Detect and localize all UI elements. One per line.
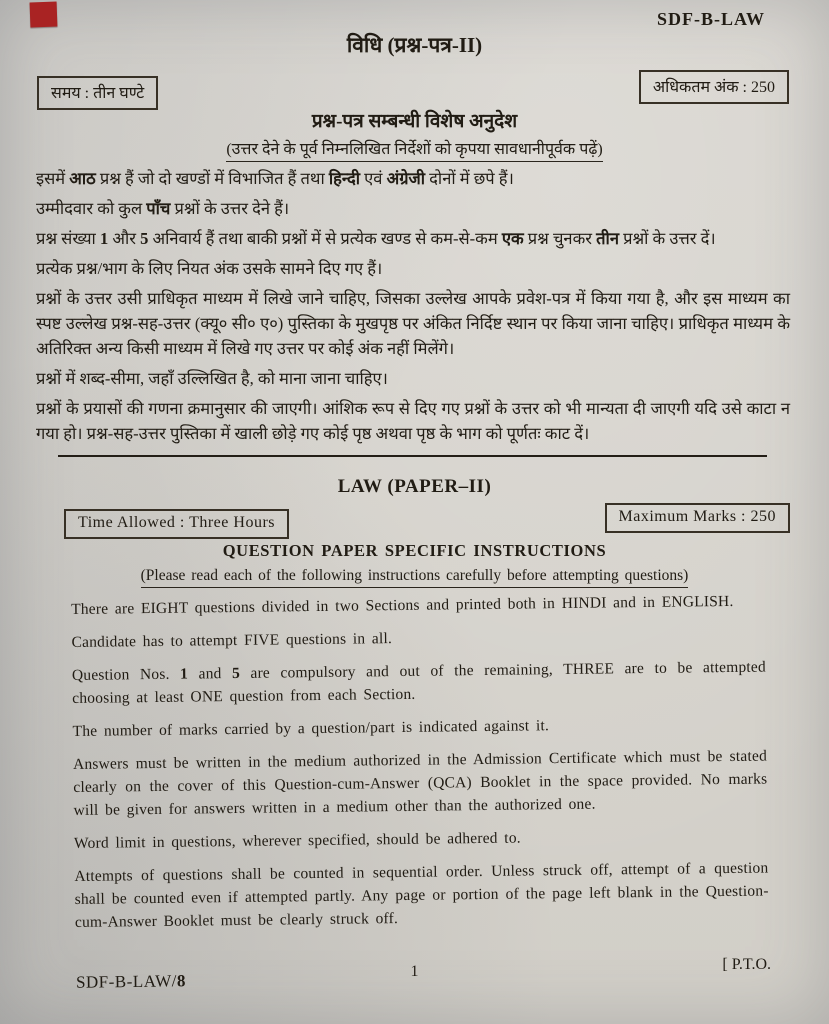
- english-instruction-2: Candidate has to attempt FIVE questions in all.: [71, 630, 393, 651]
- english-instruction-7: Attempts of questions shall be counted in sequential order. Unless struck off, attempt of a question shall be counted even if attempted partly. Any page or portion of the page left blank in the Question-cum-Answer Booklet must be clearly struck off.: [74, 859, 769, 931]
- english-instruction-5: Answers must be written in the medium authorized in the Admission Certificate which must be stated clearly on the cover of this Question-cum-Answer (QCA) Booklet in the space provided. No marks will be given for answers written in a medium other than the authorized one.: [72, 747, 768, 819]
- paper-code: SDF-B-LAW: [656, 9, 765, 29]
- english-instructions-list: [71, 590, 769, 934]
- hindi-instructions-heading: प्रश्न-पत्र सम्बन्धी विशेष अनुदेश: [311, 111, 518, 132]
- hindi-instruction-2: उम्मीदवार को कुल पाँच प्रश्नों के उत्तर देने हैं।: [36, 199, 290, 218]
- english-instructions-note: (Please read each of the following instructions carefully before attempting questions): [141, 567, 689, 588]
- hindi-instruction-3: प्रश्न संख्या 1 और 5 अनिवार्य हैं तथा बाकी प्रश्नों में से प्रत्येक खण्ड से कम-से-कम एक प्रश्न चुनकर तीन प्रश्नों के उत्तर दें।: [36, 229, 716, 248]
- section-divider-line: [58, 455, 767, 457]
- english-instructions-note-row: [0, 567, 829, 588]
- footer-booklet-code: SDF-B-LAW/8: [75, 971, 187, 992]
- footer-pto-label: [ P.T.O.: [722, 956, 771, 973]
- hindi-instructions-list: [36, 166, 790, 451]
- red-corner-tag: [30, 2, 58, 28]
- hindi-instruction-6: प्रश्नों में शब्द-सीमा, जहाँ उल्लिखित है, को माना जाना चाहिए।: [36, 369, 388, 388]
- english-instructions-heading: QUESTION PAPER SPECIFIC INSTRUCTIONS: [222, 541, 607, 560]
- hindi-instruction-7: प्रश्नों के प्रयासों की गणना क्रमानुसार की जाएगी। आंशिक रूप से दिए गए प्रश्नों के उत्तर को भी मान्यता दी जाएगी यदि उसे काटा न गया हो। प्रश्न-सह-उत्तर पुस्तिका में खाली छोड़े गए कोई पृष्ठ अथवा पृष्ठ के भाग को पूर्णतः काट दें।: [36, 399, 790, 443]
- english-instruction-1: There are EIGHT questions divided in two Sections and printed both in HINDI and in ENGLISH.: [71, 592, 734, 618]
- hindi-paper-title: विधि (प्रश्न-पत्र-II): [346, 33, 483, 57]
- english-max-marks-box: Maximum Marks : 250: [605, 503, 791, 533]
- hindi-instruction-5: प्रश्नों के उत्तर उसी प्राधिकृत माध्यम में लिखे जाने चाहिए, जिसका उल्लेख आपके प्रवेश-पत्र में किया गया है, और इस माध्यम का स्पष्ट उल्लेख प्रश्न-सह-उत्तर (क्यू० सी० ए०) पुस्तिका के मुखपृष्ठ पर अंकित निर्दिष्ट स्थान पर किया जाना चाहिए। प्राधिकृत माध्यम के अतिरिक्त अन्य किसी माध्यम में लिखे गए उत्तर पर कोई अंक नहीं मिलेंगे।: [36, 289, 790, 358]
- english-instruction-6: Word limit in questions, wherever specified, should be adhered to.: [73, 829, 521, 852]
- hindi-instructions-note-row: [0, 137, 829, 162]
- hindi-max-marks-box: अधिकतम अंक : 250: [639, 70, 789, 104]
- english-time-allowed-box: Time Allowed : Three Hours: [64, 509, 289, 539]
- hindi-instruction-1: इसमें आठ प्रश्न हैं जो दो खण्डों में विभाजित हैं तथा हिन्दी एवं अंग्रेजी दोनों में छपे हैं।: [36, 169, 514, 188]
- footer-page-number: 1: [410, 963, 419, 980]
- hindi-instructions-note: (उत्तर देने के पूर्व निम्नलिखित निर्देशों को कृपया सावधानीपूर्वक पढ़ें): [226, 137, 602, 162]
- english-paper-title: LAW (PAPER–II): [337, 476, 492, 497]
- hindi-instruction-4: प्रत्येक प्रश्न/भाग के लिए नियत अंक उसके सामने दिए गए हैं।: [36, 259, 383, 278]
- hindi-time-allowed-box: समय : तीन घण्टे: [37, 76, 158, 110]
- english-instruction-3: Question Nos. 1 and 5 are compulsory and out of the remaining, THREE are to be attempted choosing at least ONE question from each Section.: [71, 658, 766, 707]
- english-instruction-4: The number of marks carried by a question/part is indicated against it.: [72, 717, 550, 740]
